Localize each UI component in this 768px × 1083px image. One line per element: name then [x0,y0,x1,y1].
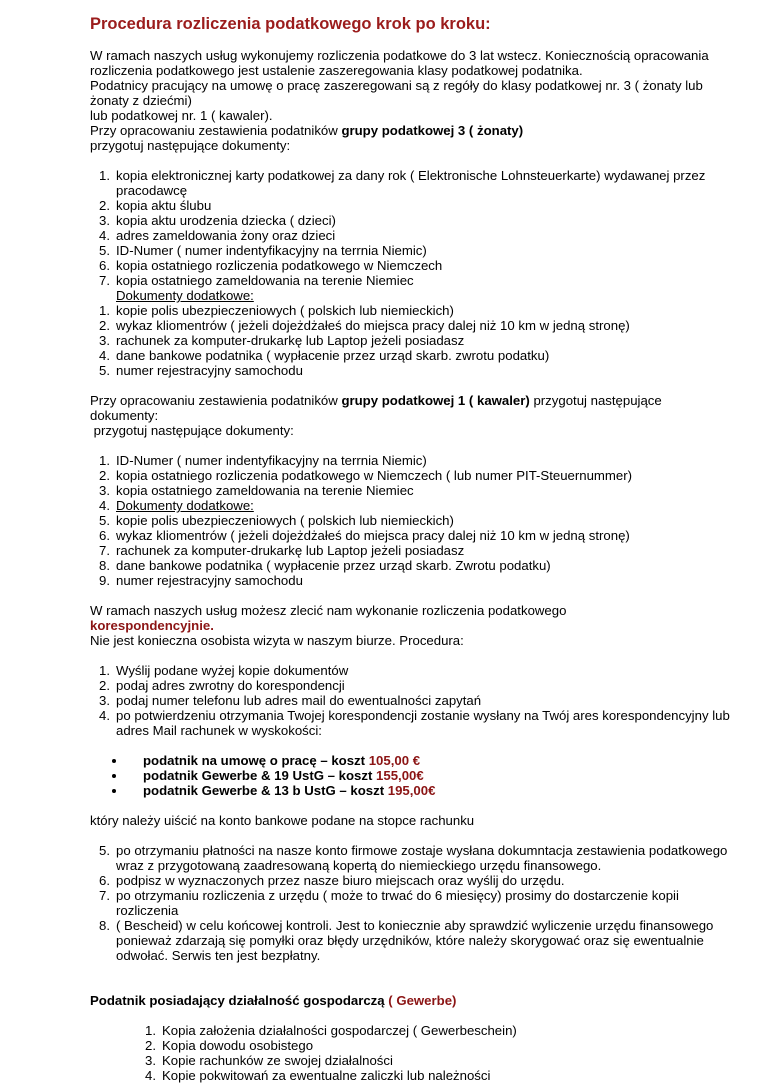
list-item: 8 . dane bankowe podatnika ( wypłacenie przez urząd skarb. Zwrotu podatku) [90,558,730,573]
correspondence-note: Nie jest konieczna osobista wizyta w naszym biurze. Procedura: [90,633,464,648]
price-list [90,753,730,798]
list-item: 1 . Wyślij podane wyżej kopie dokumentów [90,663,730,678]
price-item: podatnik na umowę o pracę – koszt 105,00 € [90,753,730,768]
correspondence-highlight: korespondencyjnie. [90,618,214,633]
list-item: 3 . rachunek za komputer-drukarkę lub Laptop jeżeli posiadasz [90,333,730,348]
correspondence-intro: W ramach naszych usług możesz zlecić nam wykonanie rozliczenia podatkowego [90,603,567,618]
list-item: 1 . kopie polis ubezpieczeniowych ( polskich lub niemieckich) [90,303,730,318]
group1-heading-bold: grupy podatkowej 1 ( kawaler) [341,393,530,408]
list-item: 9 . numer rejestracyjny samochodu [90,573,730,588]
page-title: Procedura rozliczenia podatkowego krok po kroku: [90,15,491,33]
list-item: 4 . adres zameldowania żony oraz dzieci [90,228,730,243]
gewerbe-heading: Podatnik posiadający działalność gospodarczą ( Gewerbe) [90,993,457,1008]
price-value: 155,00€ [376,768,424,783]
intro-paragraph-3: lub podatkowej nr. 1 ( kawaler). [90,108,273,123]
gewerbe-heading-red: ( Gewerbe) [388,993,457,1008]
list-item: 3 . podaj numer telefonu lub adres mail do ewentualności zapytań [90,693,730,708]
list-item: 2 . podaj adres zwrotny do korespondencji [90,678,730,693]
list-item: 1 . ID-Numer ( numer indentyfikacyjny na terrnia Niemic) [90,453,730,468]
list-item: 4 . po potwierdzeniu otrzymania Twojej korespondencji zostanie wysłany na Twój ares korespondencyjny lub adres Mail rachunek w wyskokości: [90,708,730,738]
list-item: 5 . numer rejestracyjny samochodu [90,363,730,378]
list-item: 7 . rachunek za komputer-drukarkę lub Laptop jeżeli posiadasz [90,543,730,558]
list-item: 7 . po otrzymaniu rozliczenia z urzędu ( może to trwać do 6 miesięcy) prosimy do dostarczenie kopii rozliczenia [90,888,730,918]
list-item: 7 . kopia ostatniego zameldowania na terenie Niemiec [90,273,730,288]
group3-heading-bold: grupy podatkowej 3 ( żonaty) [341,123,524,138]
group3-extra-heading: Dokumenty dodatkowe: [116,288,254,303]
list-item: 3 . kopia aktu urodzenia dziecka ( dzieci) [90,213,730,228]
list-item: 4 . Kopie pokwitowań za ewentualne zaliczki lub należności [136,1068,730,1083]
list-item: 3 . Kopie rachunków ze swojej działalności [136,1053,730,1068]
list-item: 5 . po otrzymaniu płatności na nasze konto firmowe zostaje wysłana dokumntacja zestawienia podatkowego wraz z przygotowaną zaadresowaną kopertą do niemieckiego urzędu finansowego. [90,843,730,873]
list-item: 8 . ( Bescheid) w celu końcowej kontroli. Jest to koniecznie aby sprawdzić wyliczenie urzędu finansowego ponieważ zdarzają się pomyłki oraz błędy urzędników, które należy skorygować oraz się ewentualnie odwołać. Serwis ten jest bezpłatny. [90,918,730,963]
list-item: 2 . Kopia dowodu osobistego [136,1038,730,1053]
group1-document-list [90,453,730,588]
price-item: podatnik Gewerbe & 19 UstG – koszt 155,00€ [90,768,730,783]
list-item: 1 . Kopia założenia działalności gospodarczej ( Gewerbeschein) [136,1023,730,1038]
document-page [90,14,730,1083]
group3-extra-list [90,303,730,378]
list-item: 6 . wykaz kliomentrów ( jeżeli dojeżdżałeś do miejsca pracy dalej niż 10 km w jedną stronę) [90,528,730,543]
list-item: 6 . kopia ostatniego rozliczenia podatkowego w Niemczech [90,258,730,273]
intro-paragraph-1: W ramach naszych usług wykonujemy rozliczenia podatkowe do 3 lat wstecz. Koniecznością opracowania rozliczenia podatkowego jest ustalenie zaszeregowania klasy podatkowej podatnika. [90,48,709,78]
group1-heading: Przy opracowaniu zestawienia podatników grupy podatkowej 1 ( kawaler) przygotuj następujące dokumenty: [90,393,662,423]
list-item: 3 . kopia ostatniego zameldowania na terenie Niemiec [90,483,730,498]
price-value: 105,00 € [368,753,421,768]
intro-paragraph-2: Podatnicy pracujący na umowę o pracę zaszeregowani są z regóły do klasy podatkowej nr. 3 ( żonaty lub żonaty z dziećmi) [90,78,703,108]
group3-subheading: przygotuj następujące dokumenty: [90,138,291,153]
price-value: 195,00€ [387,783,436,798]
list-item: 5 . kopie polis ubezpieczeniowych ( polskich lub niemieckich) [90,513,730,528]
list-item: 2 . wykaz kliomentrów ( jeżeli dojeżdżałeś do miejsca pracy dalej niż 10 km w jedną stronę) [90,318,730,333]
payment-note: który należy uiścić na konto bankowe podane na stopce rachunku [90,813,475,828]
list-item: 5 . ID-Numer ( numer indentyfikacyjny na terrnia Niemic) [90,243,730,258]
group1-subheading: przygotuj następujące dokumenty: [90,423,294,438]
list-item: 6 . podpisz w wyznaczonych przez nasze biuro miejscach oraz wyślij do urzędu. [90,873,730,888]
list-item: 1 . kopia elektronicznej karty podatkowej za dany rok ( Elektronische Lohnsteuerkarte) wydawanej przez pracodawcę [90,168,730,198]
list-item: 2 . kopia ostatniego rozliczenia podatkowego w Niemczech ( lub numer PIT-Steuernummer) [90,468,730,483]
list-item: 4 . Dokumenty dodatkowe: [90,498,730,513]
gewerbe-document-list [90,1023,730,1083]
list-item: 2 . kopia aktu ślubu [90,198,730,213]
list-item: 4 . dane bankowe podatnika ( wypłacenie przez urząd skarb. zwrotu podatku) [90,348,730,363]
price-item: podatnik Gewerbe & 13 b UstG – koszt 195,00€ [90,783,730,798]
correspondence-steps-continued [90,843,730,963]
group3-heading: Przy opracowaniu zestawienia podatników grupy podatkowej 3 ( żonaty) [90,123,524,138]
group3-document-list [90,168,730,288]
correspondence-steps [90,663,730,738]
